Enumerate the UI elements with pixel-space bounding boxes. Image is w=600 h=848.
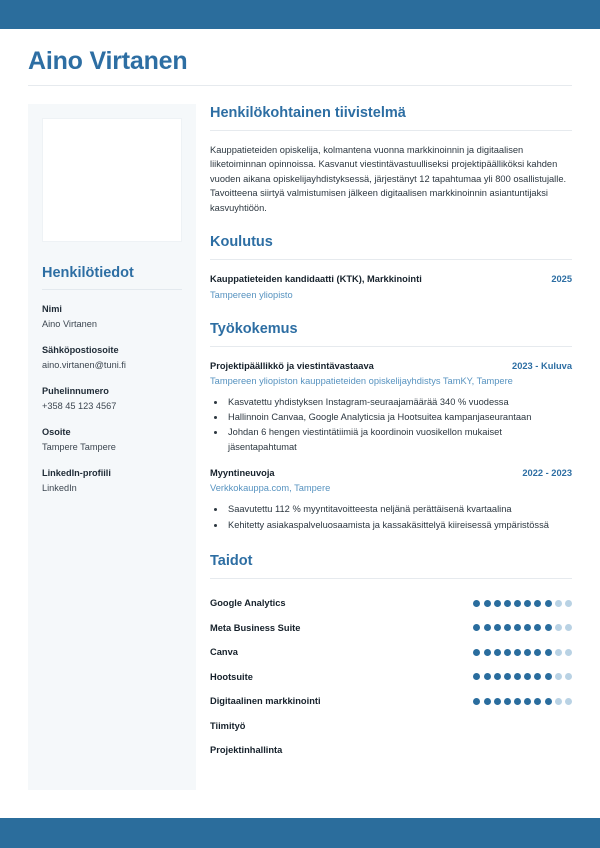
skill-name: Hootsuite	[210, 671, 253, 682]
skill-name: Projektinhallinta	[210, 745, 283, 755]
skill-level-meter	[473, 624, 572, 631]
skill-dot-empty	[555, 698, 562, 705]
section-summary	[210, 104, 572, 215]
entry-title: Projektipäällikkö ja viestintävastaava	[210, 360, 374, 371]
skill-dot-filled	[504, 698, 511, 705]
avatar[interactable]	[42, 118, 182, 242]
section-heading-skills: Taidot	[210, 552, 253, 569]
skill-dot-filled	[504, 624, 511, 631]
entry-date: 2025	[551, 274, 572, 285]
entry-bullet: • Johdan 6 hengen viestintätiimiä ja koordinoin vuosikellon mukaiset jäsentapahtumat	[226, 425, 572, 453]
skill-dot-filled	[484, 673, 491, 680]
section-skills	[210, 552, 572, 763]
skill-dot-filled	[494, 649, 501, 656]
skill-dot-filled	[504, 673, 511, 680]
entry-bullet: • Kehitetty asiakaspalveluosaamista ja kassakäsittelyä kiireisessä ympäristössä	[226, 518, 572, 532]
skill-dot-filled	[514, 624, 521, 631]
skill-dot-filled	[484, 649, 491, 656]
personal-info-item	[42, 303, 182, 331]
skill-dot-filled	[534, 673, 541, 680]
section-divider	[210, 130, 572, 131]
skill-dot-filled	[524, 698, 531, 705]
skill-dot-filled	[484, 698, 491, 705]
skill-dot-filled	[534, 649, 541, 656]
sidebar-heading-divider	[42, 289, 182, 290]
main-column	[210, 104, 572, 766]
skill-dot-filled	[545, 698, 552, 705]
skill-dot-filled	[504, 600, 511, 607]
personal-info-label: Puhelinnumero	[42, 386, 109, 396]
skill-dot-empty	[565, 673, 572, 680]
skill-dot-empty	[565, 624, 572, 631]
skill-dot-filled	[504, 649, 511, 656]
skill-row	[210, 640, 572, 665]
section-education	[210, 233, 572, 302]
personal-info-list	[42, 303, 182, 495]
entry-date: 2022 - 2023	[522, 467, 572, 478]
entry-bullet-list	[226, 395, 572, 454]
header-divider	[28, 85, 572, 86]
personal-info-value: LinkedIn	[42, 483, 77, 493]
skill-dot-filled	[494, 698, 501, 705]
skill-dot-filled	[473, 698, 480, 705]
entry-title: Kauppatieteiden kandidaatti (KTK), Markkinointi	[210, 274, 422, 285]
personal-info-value: Aino Virtanen	[42, 319, 97, 329]
personal-info-label: Osoite	[42, 427, 71, 437]
skill-dot-filled	[514, 698, 521, 705]
page-title: Aino Virtanen	[28, 47, 188, 75]
skill-dot-filled	[514, 600, 521, 607]
skill-row	[210, 713, 572, 738]
skill-dot-empty	[565, 649, 572, 656]
skills-list	[210, 591, 572, 763]
skill-dot-filled	[534, 698, 541, 705]
skill-row	[210, 689, 572, 714]
resume-entry	[210, 360, 572, 454]
entry-date: 2023 - Kuluva	[512, 360, 572, 371]
skill-level-meter	[473, 649, 572, 656]
entry-subtitle: Tampereen yliopisto	[210, 289, 293, 300]
personal-info-label: Nimi	[42, 304, 62, 314]
skill-name: Canva	[210, 647, 238, 657]
personal-info-label: LinkedIn-profiili	[42, 468, 111, 478]
skill-dot-filled	[484, 624, 491, 631]
skill-dot-filled	[484, 600, 491, 607]
section-heading-education: Koulutus	[210, 234, 273, 251]
skill-dot-empty	[555, 673, 562, 680]
skill-dot-filled	[473, 649, 480, 656]
skill-dot-filled	[534, 624, 541, 631]
skill-level-meter	[473, 698, 572, 705]
bottom-accent-band	[0, 818, 600, 848]
section-experience	[210, 320, 572, 532]
skill-dot-empty	[565, 600, 572, 607]
skill-row	[210, 591, 572, 616]
entry-header	[210, 273, 572, 287]
personal-info-value: +358 45 123 4567	[42, 401, 117, 411]
entry-header	[210, 467, 572, 481]
personal-info-item	[42, 385, 182, 413]
skill-dot-empty	[565, 698, 572, 705]
skill-dot-empty	[555, 600, 562, 607]
entry-subtitle: Verkkokauppa.com, Tampere	[210, 483, 331, 494]
personal-info-value: aino.virtanen@tuni.fi	[42, 360, 126, 370]
sidebar	[28, 104, 196, 790]
personal-info-item	[42, 426, 182, 454]
skill-level-meter	[473, 600, 572, 607]
entry-bullet: • Saavutettu 112 % myyntitavoitteesta neljänä perättäisenä kvartaalina	[226, 502, 572, 516]
skill-dot-filled	[473, 673, 480, 680]
skill-dot-filled	[473, 600, 480, 607]
skill-row	[210, 738, 572, 763]
skill-dot-filled	[524, 600, 531, 607]
skill-dot-filled	[494, 600, 501, 607]
entry-title: Myyntineuvoja	[210, 467, 275, 478]
entry-bullet: • Kasvatettu yhdistyksen Instagram-seuraajamäärää 340 % vuodessa	[226, 395, 572, 409]
skill-dot-filled	[524, 624, 531, 631]
skill-dot-filled	[494, 673, 501, 680]
skill-dot-empty	[555, 649, 562, 656]
top-accent-band	[0, 0, 600, 29]
skill-dot-filled	[473, 624, 480, 631]
skill-dot-filled	[545, 649, 552, 656]
skill-name: Meta Business Suite	[210, 622, 301, 633]
education-entry-list	[210, 273, 572, 302]
summary-text: Kauppatieteiden opiskelija, kolmantena vuonna markkinoinnin ja digitaalisen liiketoiminnan opinnoissa. Kasvanut viestintävastuulliseksi projektipäälliköksi kahden vuoden aikana opiskelijayhdistyksessä, järjestänyt 12 tapahtumaa yli 800 osallistujalle. Tavoitteena siirtyä valmistumisen jälkeen digitaalisen markkinoinnin asiantuntijaksi kasvuyhtiöön.	[210, 145, 567, 213]
section-heading-experience: Työkokemus	[210, 320, 298, 337]
personal-info-item	[42, 344, 182, 372]
personal-info-item	[42, 467, 182, 495]
resume-entry	[210, 467, 572, 532]
skill-dot-filled	[524, 673, 531, 680]
skill-dot-filled	[494, 624, 501, 631]
skill-dot-filled	[545, 600, 552, 607]
section-divider	[210, 259, 572, 260]
personal-info-label: Sähköpostiosoite	[42, 345, 119, 355]
resume-header	[28, 46, 572, 86]
skill-name: Tiimityö	[210, 720, 246, 731]
skill-dot-filled	[545, 624, 552, 631]
skill-dot-filled	[545, 673, 552, 680]
section-divider	[210, 578, 572, 579]
entry-bullet: • Hallinnoin Canvaa, Google Analyticsia ja Hootsuitea kampanjaseurantaan	[226, 410, 572, 424]
sidebar-heading-personal-info: Henkilötiedot	[42, 265, 134, 281]
skill-dot-empty	[555, 624, 562, 631]
entry-bullet-list	[226, 502, 572, 531]
skill-dot-filled	[514, 673, 521, 680]
resume-entry	[210, 273, 572, 302]
skill-name: Google Analytics	[210, 598, 286, 608]
skill-row	[210, 615, 572, 640]
skill-dot-filled	[514, 649, 521, 656]
skill-row	[210, 664, 572, 689]
skill-dot-filled	[534, 600, 541, 607]
skill-name: Digitaalinen markkinointi	[210, 696, 321, 706]
skill-level-meter	[473, 673, 572, 680]
personal-info-value: Tampere Tampere	[42, 442, 116, 452]
skill-dot-filled	[524, 649, 531, 656]
section-heading-summary: Henkilökohtainen tiivistelmä	[210, 105, 406, 121]
entry-subtitle: Tampereen yliopiston kauppatieteiden opiskelijayhdistys TamKY, Tampere	[210, 376, 513, 387]
section-divider	[210, 346, 572, 347]
entry-header	[210, 360, 572, 374]
experience-entry-list	[210, 360, 572, 532]
